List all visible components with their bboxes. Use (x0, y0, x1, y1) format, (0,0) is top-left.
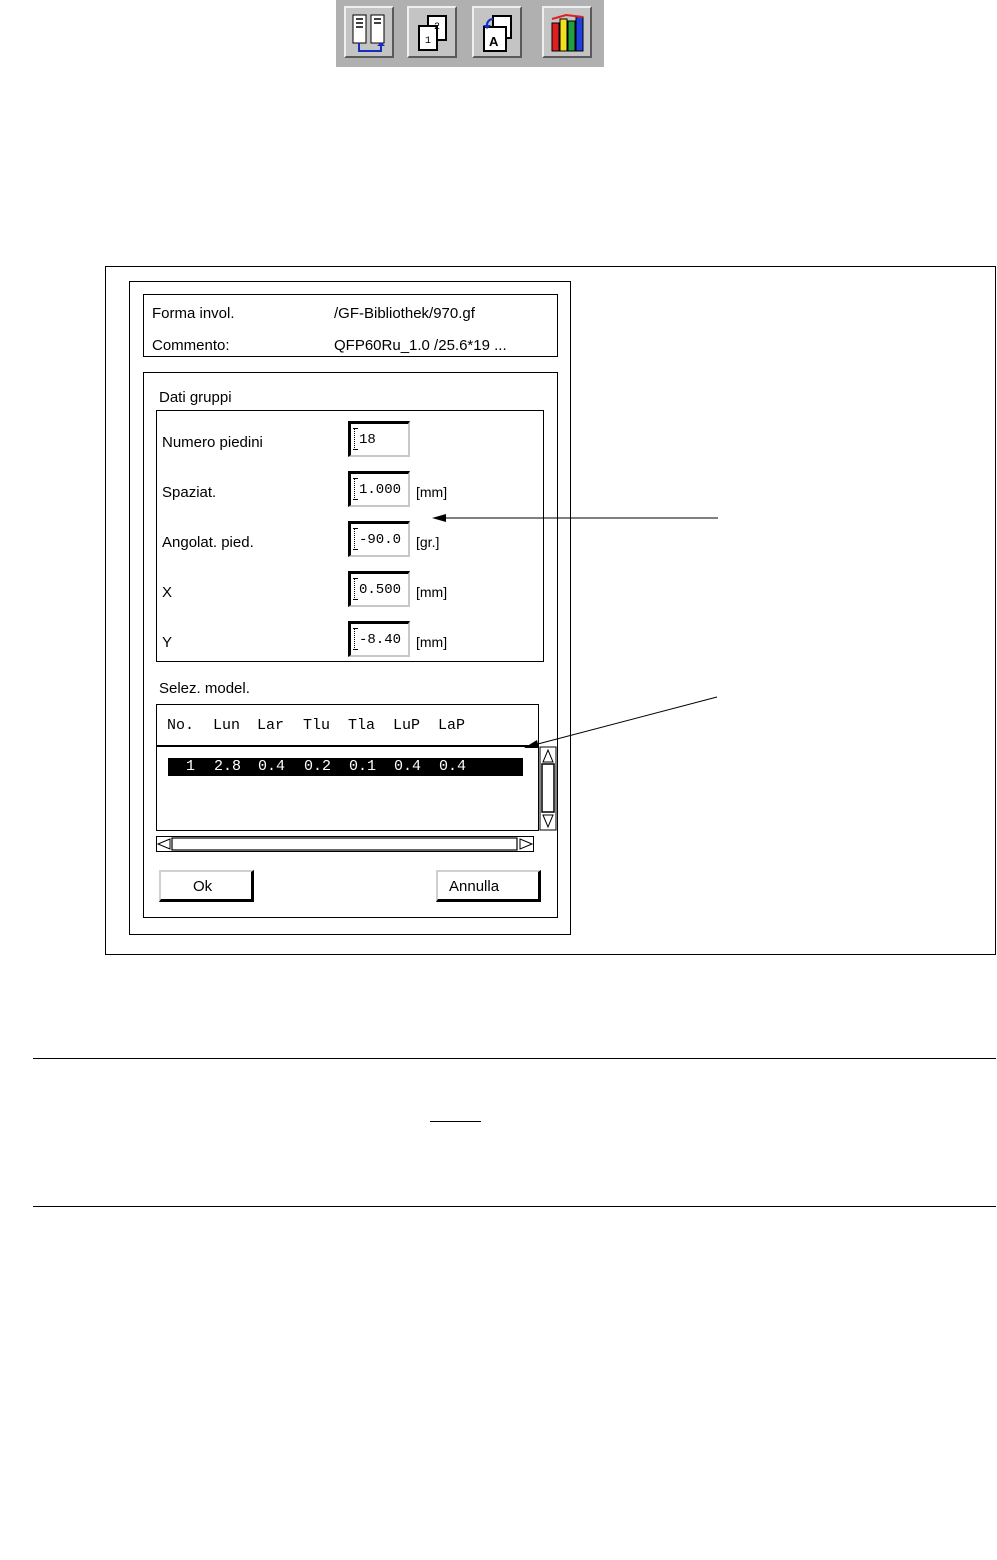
group-data-title: Dati gruppi (159, 389, 232, 406)
ok-button[interactable]: Ok (159, 870, 254, 902)
pitch-label: Spaziat. (162, 484, 217, 501)
col-lun: Lun (213, 717, 241, 734)
arrowhead-spacing (432, 514, 446, 522)
pitch-input[interactable]: 1.000 (348, 471, 410, 507)
cell-tlu: 0.2 (304, 758, 332, 775)
cell-lar: 0.4 (258, 758, 286, 775)
pin-angle-label: Angolat. pied. (162, 534, 254, 551)
divider-top (33, 1058, 996, 1059)
svg-text:1: 1 (425, 36, 432, 47)
callout-line-model (534, 697, 717, 745)
col-no: No. (167, 717, 195, 734)
cancel-button[interactable]: Annulla (436, 870, 541, 902)
divider-bottom (33, 1206, 996, 1207)
col-lar: Lar (257, 717, 285, 734)
cell-no: 1 (186, 758, 196, 775)
x-unit: [mm] (416, 584, 448, 600)
arrowhead-model (524, 740, 539, 748)
col-tlu: Tlu (303, 717, 331, 734)
y-unit: [mm] (416, 634, 448, 650)
y-label: Y (162, 634, 173, 651)
pin-count-label: Numero piedini (162, 434, 263, 451)
pitch-unit: [mm] (416, 484, 448, 500)
model-select-title: Selez. model. (159, 680, 250, 697)
pin-angle-input[interactable]: -90.0 (348, 521, 410, 557)
short-underline (430, 1121, 481, 1122)
x-label: X (162, 584, 173, 601)
shape-value: /GF-Bibliothek/970.gf (334, 305, 475, 322)
svg-text:A: A (489, 34, 499, 49)
comment-label: Commento: (152, 337, 230, 354)
pin-angle-unit: [gr.] (416, 534, 440, 550)
x-input[interactable]: 0.500 (348, 571, 410, 607)
cell-lap: 0.4 (439, 758, 467, 775)
cell-lun: 2.8 (214, 758, 242, 775)
cell-tla: 0.1 (349, 758, 377, 775)
pin-count-input[interactable]: 18 (348, 421, 410, 457)
y-input[interactable]: -8.40 (348, 621, 410, 657)
col-lup: LuP (393, 717, 421, 734)
cell-lup: 0.4 (394, 758, 422, 775)
col-tla: Tla (348, 717, 376, 734)
svg-text:2: 2 (434, 22, 441, 33)
comment-value: QFP60Ru_1.0 /25.6*19 ... (334, 337, 507, 354)
col-lap: LaP (438, 717, 466, 734)
shape-label: Forma invol. (152, 305, 235, 322)
